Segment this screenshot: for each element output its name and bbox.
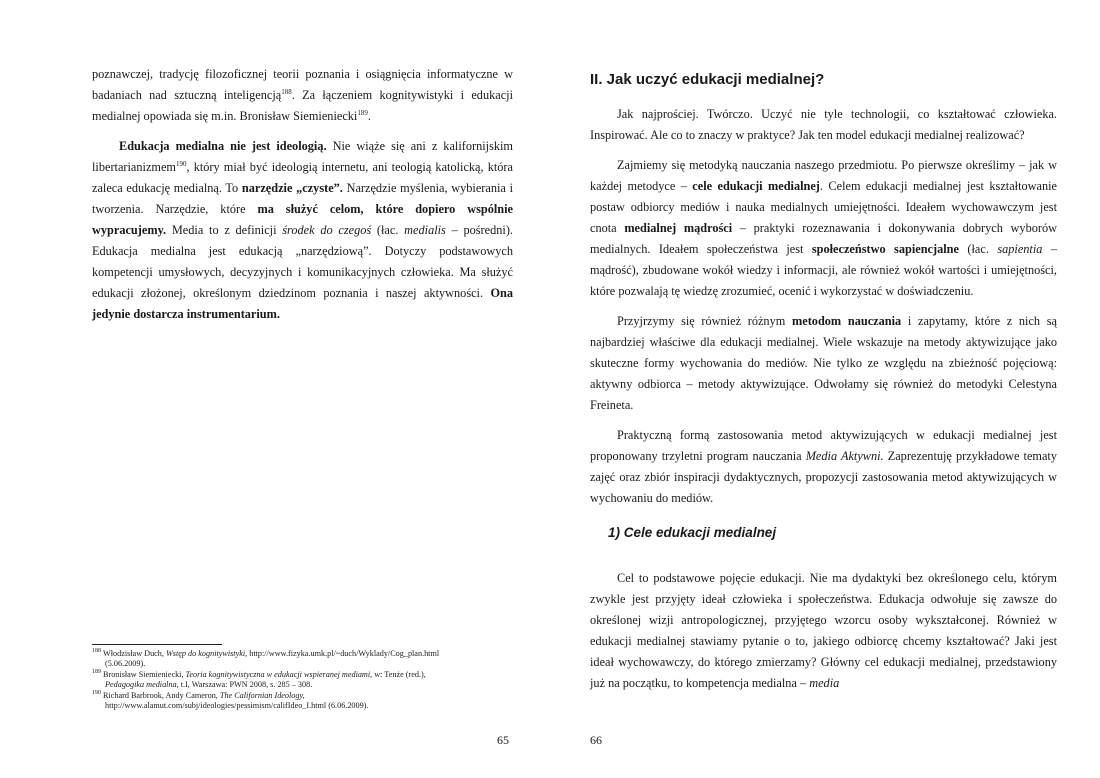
left-text-column bbox=[92, 64, 513, 325]
page-number: 66 bbox=[590, 733, 602, 747]
footnote: $^{189}$ Bronisław Siemieniecki, Teoria kognitywistyczna w edukacji wspieranej mediami, w: Tenże (red.), Pedagogika medialna, t.I, Warszawa: PWN 2008, s. 285 – 308. bbox=[92, 669, 426, 689]
footnotes bbox=[92, 649, 513, 712]
paragraph: Edukacja medialna nie jest ideologią. Nie wiąże się ani z kalifornijskim libertarianizmem$^{190}$, który miał być ideologią internetu, ani teologią katolicką, która zaleca edukację medialną. To narzędzie „czyste”. Narzędzie myślenia, wybierania i tworzenia. Narzędzie, które ma służyć celom, które dopiero wspólnie wypracujemy. Media to z definicji środek do czegoś (łac. medialis – pośredni). Edukacja medialna jest edukacją „narzędziową”. Dotyczy podstawowych kompetencji umysłowych, decyzyjnych i komunikacyjnych człowieka. Ma służyć edukacji złożonej, określonym dziedzinom poznania i naszej aktywności. Ona jedynie dostarcza instrumentarium. bbox=[92, 139, 514, 321]
subsection-heading: 1) Cele edukacji medialnej bbox=[608, 525, 777, 540]
paragraph: Przyjrzymy się również różnym metodom nauczania i zapytamy, które z nich są najbardziej właściwe dla edukacji medialnej. Wiele wskazuje na metody aktywizujące jako skuteczne formy wychowania do mediów. Nie tylko ze względu na zbieżność pojęciową: aktywny odbiorca – metody aktywizujące. Odwołamy się również do metodyki Celestyna Freineta. bbox=[590, 314, 1057, 412]
page-number: 65 bbox=[497, 733, 509, 747]
footnote: $^{188}$ Włodzisław Duch, Wstęp do kognitywistyki, http://www.fizyka.umk.pl/~duch/Wyklady/Cog_plan.html (5.06.2009). bbox=[92, 648, 440, 668]
section-heading: II. Jak uczyć edukacji medialnej? bbox=[590, 71, 825, 88]
footnote-ref: 190 bbox=[176, 159, 187, 168]
footnote-rule bbox=[92, 644, 222, 645]
paragraph: Zajmiemy się metodyką nauczania naszego przedmiotu. Po pierwsze określimy – jak w każdej metodyce – cele edukacji medialnej. Celem edukacji medialnej jest kształtowanie postaw odbiorcy mediów i nauka medialnych umiejętności. Ideałem wychowawczym jest cnota medialnej mądrości – praktyki rozeznawania i dokonywania dobrych wyborów medialnych. Ideałem społeczeństwa jest społeczeństwo sapiencjalne (łac. sapientia – mądrość), zbudowane wokół wiedzy i informacji, ale również wokół wartości i umiejętności, które pozwalają tę wiedzę zrozumieć, ocenić i wykorzystać w doświadczeniu. bbox=[590, 158, 1057, 298]
right-text-column bbox=[590, 64, 1057, 694]
paragraph: poznawczej, tradycję filozoficznej teorii poznania i osiągnięcia informatyczne w badaniach nad sztuczną inteligencją$^{188}$. Za łączeniem kognitywistyki i edukacji medialnej opowiada się m.in. Bronisław Siemieniecki$^{189}$. bbox=[92, 67, 513, 123]
paragraph: Cel to podstawowe pojęcie edukacji. Nie ma dydaktyki bez określonego celu, którym zwykle jest przyjęty ideał człowieka i społeczeństwa. Edukacja odwołuje się zawsze do określonej wizji antropologicznej, przyjętego wzorcu osoby wykształconej. Również w edukacji medialnej stawiamy pytanie o to, jakiego odbiorcę chcemy kształtować? Jaki jest ideał wychowawczy, do którego zmierzamy? Główny cel edukacji medialnej, przedstawiony już na początku, to kompetencja medialna – media bbox=[590, 571, 1057, 690]
paragraph: Praktyczną formą zastosowania metod aktywizujących w edukacji medialnej jest proponowany trzyletni program nauczania Media Aktywni. Zaprezentuję przykładowe tematy zajęć oraz zbiór inspiracji dydaktycznych, propozycji zastosowania metod aktywizujących w wychowaniu do mediów. bbox=[590, 428, 1057, 505]
footnote-ref: 189 bbox=[357, 108, 368, 117]
right-page bbox=[550, 0, 1100, 778]
paragraph: Jak najprościej. Twórczo. Uczyć nie tyle technologii, co kształtować człowieka. Inspirować. Ale co to znaczy w praktyce? Jak ten model edukacji medialnej realizować? bbox=[590, 107, 1057, 142]
footnote: $^{190}$ Richard Barbrook, Andy Cameron, The Californian Ideology, http://www.alamut.com/subj/ideologies/pessimism/califIdeo_I.html (6.06.2009). bbox=[92, 690, 369, 710]
footnote-ref: 188 bbox=[281, 87, 292, 96]
